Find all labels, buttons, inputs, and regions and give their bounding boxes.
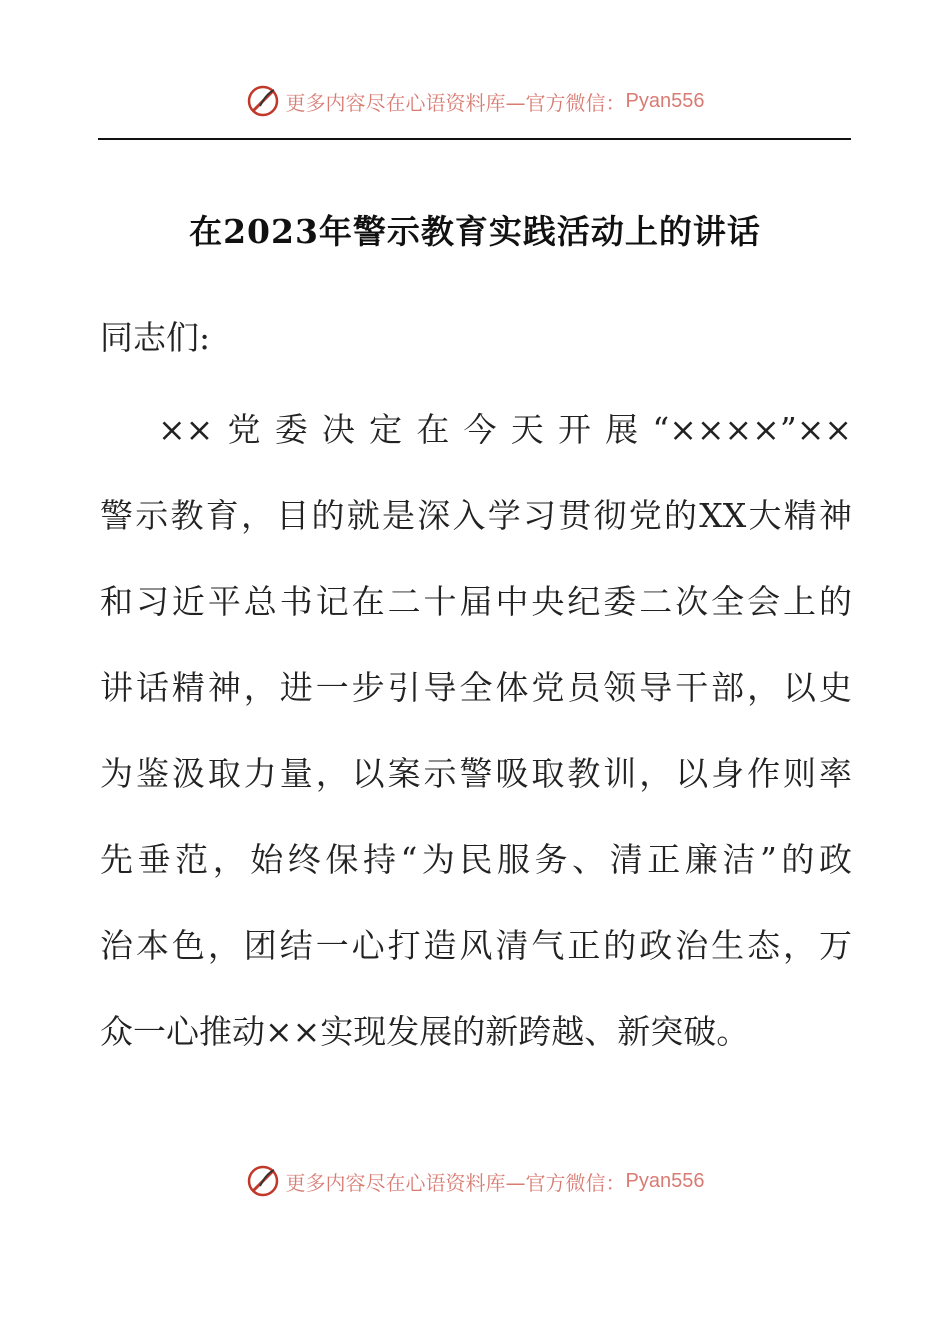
paragraph-line: 众一心推动××实现发展的新跨越、新突破。	[100, 1012, 750, 1051]
banner-text: 更多内容尽在心语资料库—官方微信：	[285, 1170, 626, 1195]
banner-handle: Pyan556	[625, 89, 705, 112]
header-divider	[98, 138, 851, 140]
paragraph-line: 警示教育，目的就是深入学习贯彻党的XX大精神	[100, 496, 852, 535]
paragraph-line: 为鉴汲取力量，以案示警吸取教训，以身作则率	[100, 754, 852, 793]
paragraph-line: 和习近平总书记在二十届中央纪委二次全会上的	[100, 582, 852, 621]
header-banner	[0, 84, 950, 118]
greeting: 同志们:	[100, 318, 211, 357]
paragraph-line: 先垂范，始终保持“为民服务、清正廉洁”的政	[100, 840, 852, 879]
banner-handle: Pyan556	[625, 1169, 705, 1192]
quill-logo-icon	[246, 84, 280, 118]
paragraph-line: 讲话精神，进一步引导全体党员领导干部，以史	[100, 668, 852, 707]
footer-banner	[0, 1164, 950, 1198]
paragraph-line: ××党委决定在今天开展“××××”××	[158, 410, 852, 449]
paragraph-line: 治本色，团结一心打造风清气正的政治生态，万	[100, 926, 852, 965]
quill-logo-icon	[246, 1164, 280, 1198]
banner-text: 更多内容尽在心语资料库—官方微信：	[285, 90, 626, 115]
document-title: 在2023年警示教育实践活动上的讲话	[189, 212, 761, 251]
body-paragraph	[100, 400, 852, 1088]
